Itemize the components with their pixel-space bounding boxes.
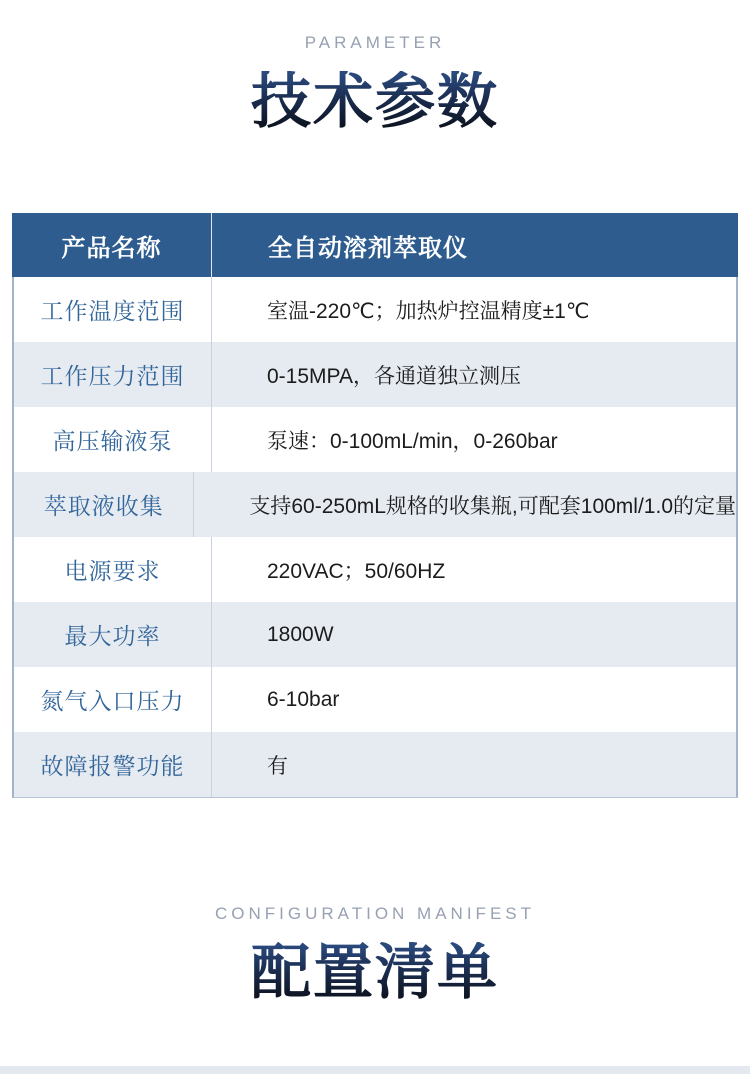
parameter-title: 技术参数	[251, 68, 499, 135]
spec-table-header-row	[12, 213, 738, 277]
spec-row-label: 氮气入口压力	[14, 667, 212, 732]
configuration-title: 配置清单	[251, 939, 499, 1006]
spec-table	[12, 213, 738, 798]
spec-row-label: 高压输液泵	[14, 407, 212, 472]
configuration-section-header	[0, 904, 750, 1004]
next-section-top-strip	[0, 1066, 750, 1074]
spec-row-value: 220VAC；50/60HZ	[267, 559, 446, 583]
spec-row-value: 泵速：0-100mL/min，0-260bar	[267, 429, 558, 453]
spec-row-value: 支持60-250mL规格的收集瓶,可配套100ml/1.0的定量	[249, 494, 736, 518]
configuration-eyebrow: CONFIGURATION MANIFEST	[214, 904, 535, 923]
spec-header-label: 产品名称	[12, 213, 212, 277]
spec-row-value: 0-15MPA，各通道独立测压	[267, 364, 521, 388]
spec-table-body	[12, 277, 738, 798]
spec-row-value: 6-10bar	[267, 687, 340, 711]
table-row	[14, 537, 736, 602]
spec-row-label: 故障报警功能	[14, 732, 212, 797]
parameter-section-header	[0, 0, 750, 133]
spec-row-label: 工作温度范围	[14, 277, 212, 342]
table-row	[14, 277, 736, 342]
spec-row-value: 有	[267, 754, 288, 778]
spec-row-label: 电源要求	[14, 537, 212, 602]
table-row	[14, 407, 736, 472]
table-row	[14, 342, 736, 407]
spec-row-value: 室温-220℃；加热炉控温精度±1℃	[267, 299, 590, 323]
table-row	[14, 732, 736, 797]
spec-row-label: 工作压力范围	[14, 342, 212, 407]
parameter-eyebrow: PARAMETER	[304, 33, 446, 52]
table-row	[14, 667, 736, 732]
table-row	[14, 472, 736, 537]
table-row	[14, 602, 736, 667]
spec-row-value: 1800W	[267, 622, 334, 646]
spec-row-label: 最大功率	[14, 602, 212, 667]
spec-header-value: 全自动溶剂萃取仪	[268, 234, 468, 262]
spec-row-label: 萃取液收集	[14, 472, 194, 537]
